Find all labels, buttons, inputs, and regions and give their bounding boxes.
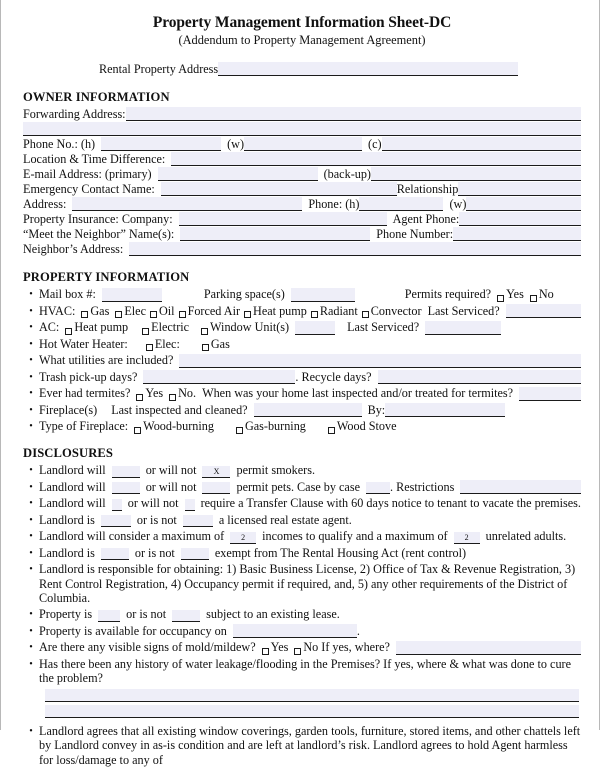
permits-yes-label: Yes bbox=[506, 287, 524, 302]
water-leakage-answer-line-2[interactable] bbox=[45, 705, 579, 718]
fireplace-wood-burning-checkbox[interactable] bbox=[134, 427, 141, 434]
hvac-last-serviced-input[interactable] bbox=[506, 304, 581, 318]
ac-last-serviced-label: Last Serviced? bbox=[347, 320, 419, 335]
smokers-will-not-value: X bbox=[214, 468, 220, 476]
occupancy-date-input[interactable] bbox=[233, 624, 357, 638]
forwarding-address-row bbox=[23, 107, 581, 121]
agent-phone-label: Agent Phone: bbox=[393, 212, 460, 226]
permits-no-label: No bbox=[539, 287, 554, 302]
phone-h-input[interactable] bbox=[101, 137, 221, 151]
transfer-pre-label: Landlord will bbox=[39, 496, 106, 511]
bullet-icon: • bbox=[23, 463, 39, 478]
pets-case-by-case-input[interactable] bbox=[366, 482, 390, 494]
neighbor-address-input[interactable] bbox=[129, 242, 581, 256]
hvac-heat-pump-checkbox[interactable] bbox=[244, 311, 251, 318]
ac-option-electric: Electric bbox=[151, 320, 189, 335]
bullet-icon: • bbox=[23, 624, 39, 639]
property-insurance-input[interactable] bbox=[179, 212, 387, 226]
utilities-input[interactable] bbox=[179, 354, 581, 368]
termites-label: Ever had termites? bbox=[39, 386, 130, 401]
address-phone-h-label: Phone: (h) bbox=[308, 197, 359, 211]
address-phone-w-label: (w) bbox=[449, 197, 466, 211]
emergency-contact-label: Emergency Contact Name: bbox=[23, 182, 155, 196]
fireplace-row bbox=[23, 403, 581, 418]
mold-location-input[interactable] bbox=[396, 641, 581, 655]
pets-pre-label: Landlord will bbox=[39, 480, 106, 495]
phone-c-label: (c) bbox=[368, 137, 382, 151]
rent-control-mid-label: or is not bbox=[135, 546, 175, 561]
pets-post-label: permit pets. Case by case bbox=[236, 480, 360, 495]
existing-lease-pre-label: Property is bbox=[39, 607, 92, 622]
existing-lease-is-not-input[interactable] bbox=[172, 610, 200, 622]
pets-will-not-input[interactable] bbox=[202, 482, 230, 494]
transfer-mid-label: or will not bbox=[128, 496, 179, 511]
emergency-contact-row bbox=[23, 182, 581, 196]
disclosure-maximum-incomes-row bbox=[23, 529, 581, 544]
parking-space-input[interactable] bbox=[291, 288, 355, 302]
water-leakage-answer-line-1[interactable] bbox=[45, 689, 579, 702]
utilities-row bbox=[23, 353, 581, 368]
phone-row bbox=[23, 137, 581, 151]
max-incomes-pre-label: Landlord will consider a maximum of bbox=[39, 529, 224, 544]
bullet-icon: • bbox=[23, 287, 39, 302]
hvac-elec-checkbox[interactable] bbox=[115, 311, 122, 318]
disclosure-mold-row bbox=[23, 640, 581, 655]
hvac-option-elec: Elec bbox=[124, 304, 146, 319]
hot-water-elec-checkbox[interactable] bbox=[146, 344, 153, 351]
disclosure-responsible-row bbox=[23, 562, 581, 606]
water-leakage-question: Has there been any history of water leakage/flooding in the Premises? If yes, where & what was done to cure the problem? bbox=[39, 657, 571, 686]
disclosure-licensed-agent-row bbox=[23, 513, 581, 528]
property-insurance-label: Property Insurance: Company: bbox=[23, 212, 173, 226]
phone-number-input[interactable] bbox=[453, 227, 581, 241]
address-phone-w-input[interactable] bbox=[466, 197, 581, 211]
forwarding-address-label: Forwarding Address: bbox=[23, 107, 126, 121]
transfer-post-label: require a Transfer Clause with 60 days notice to tenant to vacate the premises. bbox=[201, 496, 581, 511]
rental-property-address-label: Rental Property Address bbox=[99, 62, 218, 76]
mold-no-checkbox[interactable] bbox=[294, 648, 301, 655]
fireplace-wood-stove-checkbox[interactable] bbox=[328, 427, 335, 434]
mold-if-yes-label: If yes, where? bbox=[321, 640, 390, 655]
ac-window-unit-input[interactable] bbox=[295, 321, 335, 335]
hot-water-heater-label: Hot Water Heater: bbox=[39, 337, 128, 352]
disclosure-occupancy-row bbox=[23, 624, 581, 639]
bullet-icon: • bbox=[23, 370, 39, 385]
bullet-icon: • bbox=[23, 513, 39, 528]
smokers-mid-label: or will not bbox=[146, 463, 197, 478]
email-backup-input[interactable] bbox=[371, 167, 581, 181]
rental-property-address-input[interactable] bbox=[218, 62, 518, 76]
trash-label: Trash pick-up days? bbox=[39, 370, 137, 385]
mail-box-input[interactable] bbox=[102, 288, 162, 302]
hvac-row bbox=[23, 304, 581, 319]
bullet-icon: • bbox=[23, 419, 39, 434]
bullet-icon: • bbox=[23, 403, 39, 418]
meet-neighbor-input[interactable] bbox=[180, 227, 370, 241]
termites-input[interactable] bbox=[519, 387, 581, 401]
relationship-input[interactable] bbox=[458, 182, 581, 196]
occupancy-post-label: . bbox=[357, 624, 360, 639]
mold-yes-checkbox[interactable] bbox=[262, 648, 269, 655]
meet-neighbor-row bbox=[23, 227, 581, 241]
termites-question: When was your home last inspected and/or treated for termites? bbox=[202, 386, 513, 401]
recycle-label: . Recycle days? bbox=[295, 370, 371, 385]
rent-control-is-input[interactable] bbox=[101, 548, 129, 560]
hvac-last-serviced-label: Last Serviced? bbox=[428, 304, 500, 319]
hot-water-option-gas: Gas bbox=[211, 337, 230, 352]
rental-property-address-row bbox=[23, 62, 581, 76]
bullet-icon: • bbox=[23, 657, 39, 672]
rent-control-pre-label: Landlord is bbox=[39, 546, 95, 561]
fireplace-label: Fireplace(s) bbox=[39, 403, 97, 418]
fireplace-by-label: By: bbox=[368, 403, 386, 418]
ac-option-heat-pump: Heat pump bbox=[74, 320, 128, 335]
relationship-label: Relationship bbox=[397, 182, 459, 196]
licensed-is-not-input[interactable] bbox=[183, 515, 213, 527]
property-insurance-row bbox=[23, 212, 581, 226]
transfer-will-not-input[interactable] bbox=[185, 499, 195, 511]
disclosure-water-leakage-row bbox=[23, 657, 581, 686]
chattels-text: Landlord agrees that all existing window coverings, garden tools, furniture, stored items, and other chattels left by Landlord convey in as-is condition and are left at landlord’s risk. Landlord agrees to hold Agent harmless for loss/damage to any of bbox=[39, 724, 580, 767]
ac-window-unit-checkbox[interactable] bbox=[201, 328, 208, 335]
max-incomes-mid-label: incomes to qualify and a maximum of bbox=[262, 529, 447, 544]
agent-phone-input[interactable] bbox=[459, 212, 581, 226]
hvac-gas-checkbox[interactable] bbox=[81, 311, 88, 318]
forwarding-address-input[interactable] bbox=[126, 107, 581, 121]
bullet-icon: • bbox=[23, 496, 39, 511]
utilities-label: What utilities are included? bbox=[39, 353, 173, 368]
hvac-option-oil: Oil bbox=[159, 304, 175, 319]
max-adults-input[interactable] bbox=[454, 532, 480, 544]
disclosure-chattels-row bbox=[23, 724, 581, 767]
smokers-will-not-input[interactable] bbox=[202, 466, 230, 478]
ac-electric-checkbox[interactable] bbox=[142, 328, 149, 335]
location-time-label: Location & Time Difference: bbox=[23, 152, 165, 166]
licensed-post-label: a licensed real estate agent. bbox=[219, 513, 352, 528]
licensed-is-input[interactable] bbox=[101, 515, 131, 527]
mail-box-row bbox=[23, 287, 581, 302]
hot-water-option-elec: Elec: bbox=[155, 337, 180, 352]
address-row bbox=[23, 197, 581, 211]
bullet-icon: • bbox=[23, 546, 39, 561]
existing-lease-is-input[interactable] bbox=[98, 610, 120, 622]
bullet-icon: • bbox=[23, 337, 39, 352]
permits-required-label: Permits required? bbox=[405, 287, 491, 302]
disclosure-transfer-clause-row bbox=[23, 496, 581, 511]
hvac-convector-checkbox[interactable] bbox=[362, 311, 369, 318]
pets-will-input[interactable] bbox=[112, 482, 140, 494]
phone-c-input[interactable] bbox=[382, 137, 581, 151]
property-information-heading: PROPERTY INFORMATION bbox=[23, 270, 581, 285]
neighbor-address-row bbox=[23, 242, 581, 256]
emergency-contact-input[interactable] bbox=[161, 182, 397, 196]
fireplace-type-label: Type of Fireplace: bbox=[39, 419, 128, 434]
hvac-oil-checkbox[interactable] bbox=[150, 311, 157, 318]
hvac-option-heat-pump: Heat pump bbox=[253, 304, 307, 319]
pets-restrictions-label: . Restrictions bbox=[390, 480, 454, 495]
forwarding-address-row-2 bbox=[23, 122, 581, 136]
hvac-option-radiant: Radiant bbox=[320, 304, 358, 319]
disclosure-pets-row bbox=[23, 480, 581, 495]
recycle-input[interactable] bbox=[378, 370, 581, 384]
ac-label: AC: bbox=[39, 320, 59, 335]
fireplace-type-gas-burning: Gas-burning bbox=[245, 419, 306, 434]
mold-no-label: No bbox=[303, 640, 318, 655]
fireplace-inspected-label: Last inspected and cleaned? bbox=[111, 403, 247, 418]
email-primary-input[interactable] bbox=[158, 167, 318, 181]
pets-mid-label: or will not bbox=[146, 480, 197, 495]
occupancy-pre-label: Property is available for occupancy on bbox=[39, 624, 227, 639]
fireplace-type-wood-burning: Wood-burning bbox=[143, 419, 214, 434]
bullet-icon: • bbox=[23, 480, 39, 495]
smokers-will-input[interactable] bbox=[112, 466, 140, 478]
hvac-option-forced-air: Forced Air bbox=[188, 304, 240, 319]
fireplace-type-wood-stove: Wood Stove bbox=[337, 419, 397, 434]
existing-lease-mid-label: or is not bbox=[126, 607, 166, 622]
termites-no-checkbox[interactable] bbox=[169, 394, 176, 401]
address-input[interactable] bbox=[72, 197, 302, 211]
responsible-for-obtaining-text: Landlord is responsible for obtaining: 1) Basic Business License, 2) Office of Tax & Revenue Registration, 3) Rent Control Registration, 4) Occupancy permit if required, and, 5) any other requirements of the District of Columbia. bbox=[39, 562, 575, 605]
bullet-icon: • bbox=[23, 640, 39, 655]
termites-yes-label: Yes bbox=[145, 386, 163, 401]
fireplace-by-input[interactable] bbox=[385, 403, 505, 417]
permits-no-checkbox[interactable] bbox=[530, 295, 537, 302]
page-title: Property Management Information Sheet-DC bbox=[23, 14, 581, 32]
max-adults-value: 2 bbox=[465, 534, 469, 542]
max-incomes-value: 2 bbox=[241, 534, 245, 542]
max-incomes-post-label: unrelated adults. bbox=[486, 529, 567, 544]
bullet-icon: • bbox=[23, 320, 39, 335]
mold-yes-label: Yes bbox=[271, 640, 289, 655]
trash-input[interactable] bbox=[143, 370, 295, 384]
fireplace-gas-burning-checkbox[interactable] bbox=[236, 427, 243, 434]
hvac-radiant-checkbox[interactable] bbox=[311, 311, 318, 318]
termites-yes-checkbox[interactable] bbox=[136, 394, 143, 401]
max-incomes-input[interactable] bbox=[230, 532, 256, 544]
phone-h-label: Phone No.: (h) bbox=[23, 137, 95, 151]
phone-w-label: (w) bbox=[227, 137, 244, 151]
permits-yes-checkbox[interactable] bbox=[497, 295, 504, 302]
owner-information-heading: OWNER INFORMATION bbox=[23, 90, 581, 105]
neighbor-address-label: Neighbor’s Address: bbox=[23, 242, 123, 256]
trash-recycle-row bbox=[23, 370, 581, 385]
email-primary-label: E-mail Address: (primary) bbox=[23, 167, 152, 181]
address-phone-h-input[interactable] bbox=[359, 197, 443, 211]
email-backup-label: (back-up) bbox=[324, 167, 371, 181]
hvac-option-convector: Convector bbox=[371, 304, 422, 319]
ac-option-window-unit: Window Unit(s) bbox=[210, 320, 289, 335]
rent-control-is-not-input[interactable] bbox=[181, 548, 209, 560]
rent-control-post-label: exempt from The Rental Housing Act (rent control) bbox=[215, 546, 466, 561]
hot-water-heater-row bbox=[23, 337, 581, 352]
ac-heat-pump-checkbox[interactable] bbox=[65, 328, 72, 335]
transfer-will-input[interactable] bbox=[112, 499, 122, 511]
disclosures-heading: DISCLOSURES bbox=[23, 446, 581, 461]
phone-w-input[interactable] bbox=[244, 137, 362, 151]
mail-box-label: Mail box #: bbox=[39, 287, 96, 302]
parking-space-label: Parking space(s) bbox=[204, 287, 285, 302]
pets-restrictions-input[interactable] bbox=[460, 480, 581, 494]
smokers-pre-label: Landlord will bbox=[39, 463, 106, 478]
existing-lease-post-label: subject to an existing lease. bbox=[206, 607, 340, 622]
termites-no-label: No. bbox=[178, 386, 196, 401]
hvac-label: HVAC: bbox=[39, 304, 75, 319]
address-label: Address: bbox=[23, 197, 66, 211]
mold-question-label: Are there any visible signs of mold/mildew? bbox=[39, 640, 256, 655]
bullet-icon: • bbox=[23, 724, 39, 739]
location-time-row bbox=[23, 152, 581, 166]
smokers-post-label: permit smokers. bbox=[236, 463, 315, 478]
phone-number-label: Phone Number: bbox=[376, 227, 453, 241]
location-time-input[interactable] bbox=[171, 152, 581, 166]
fireplace-inspected-input[interactable] bbox=[254, 403, 362, 417]
bullet-icon: • bbox=[23, 607, 39, 622]
meet-neighbor-label: “Meet the Neighbor” Name(s): bbox=[23, 227, 174, 241]
disclosure-rent-control-row bbox=[23, 546, 581, 561]
bullet-icon: • bbox=[23, 529, 39, 544]
ac-last-serviced-input[interactable] bbox=[425, 321, 501, 335]
disclosure-smokers-row bbox=[23, 463, 581, 478]
hvac-forced-air-checkbox[interactable] bbox=[179, 311, 186, 318]
bullet-icon: • bbox=[23, 353, 39, 368]
bullet-icon: • bbox=[23, 386, 39, 401]
hvac-option-gas: Gas bbox=[90, 304, 109, 319]
page-subtitle: (Addendum to Property Management Agreement) bbox=[23, 33, 581, 48]
email-row bbox=[23, 167, 581, 181]
licensed-pre-label: Landlord is bbox=[39, 513, 95, 528]
ac-row bbox=[23, 320, 581, 335]
termites-row bbox=[23, 386, 581, 401]
hot-water-gas-checkbox[interactable] bbox=[202, 344, 209, 351]
forwarding-address-input-2[interactable] bbox=[23, 122, 581, 136]
disclosure-existing-lease-row bbox=[23, 607, 581, 622]
licensed-mid-label: or is not bbox=[137, 513, 177, 528]
bullet-icon: • bbox=[23, 562, 39, 577]
fireplace-type-row bbox=[23, 419, 581, 434]
bullet-icon: • bbox=[23, 304, 39, 319]
